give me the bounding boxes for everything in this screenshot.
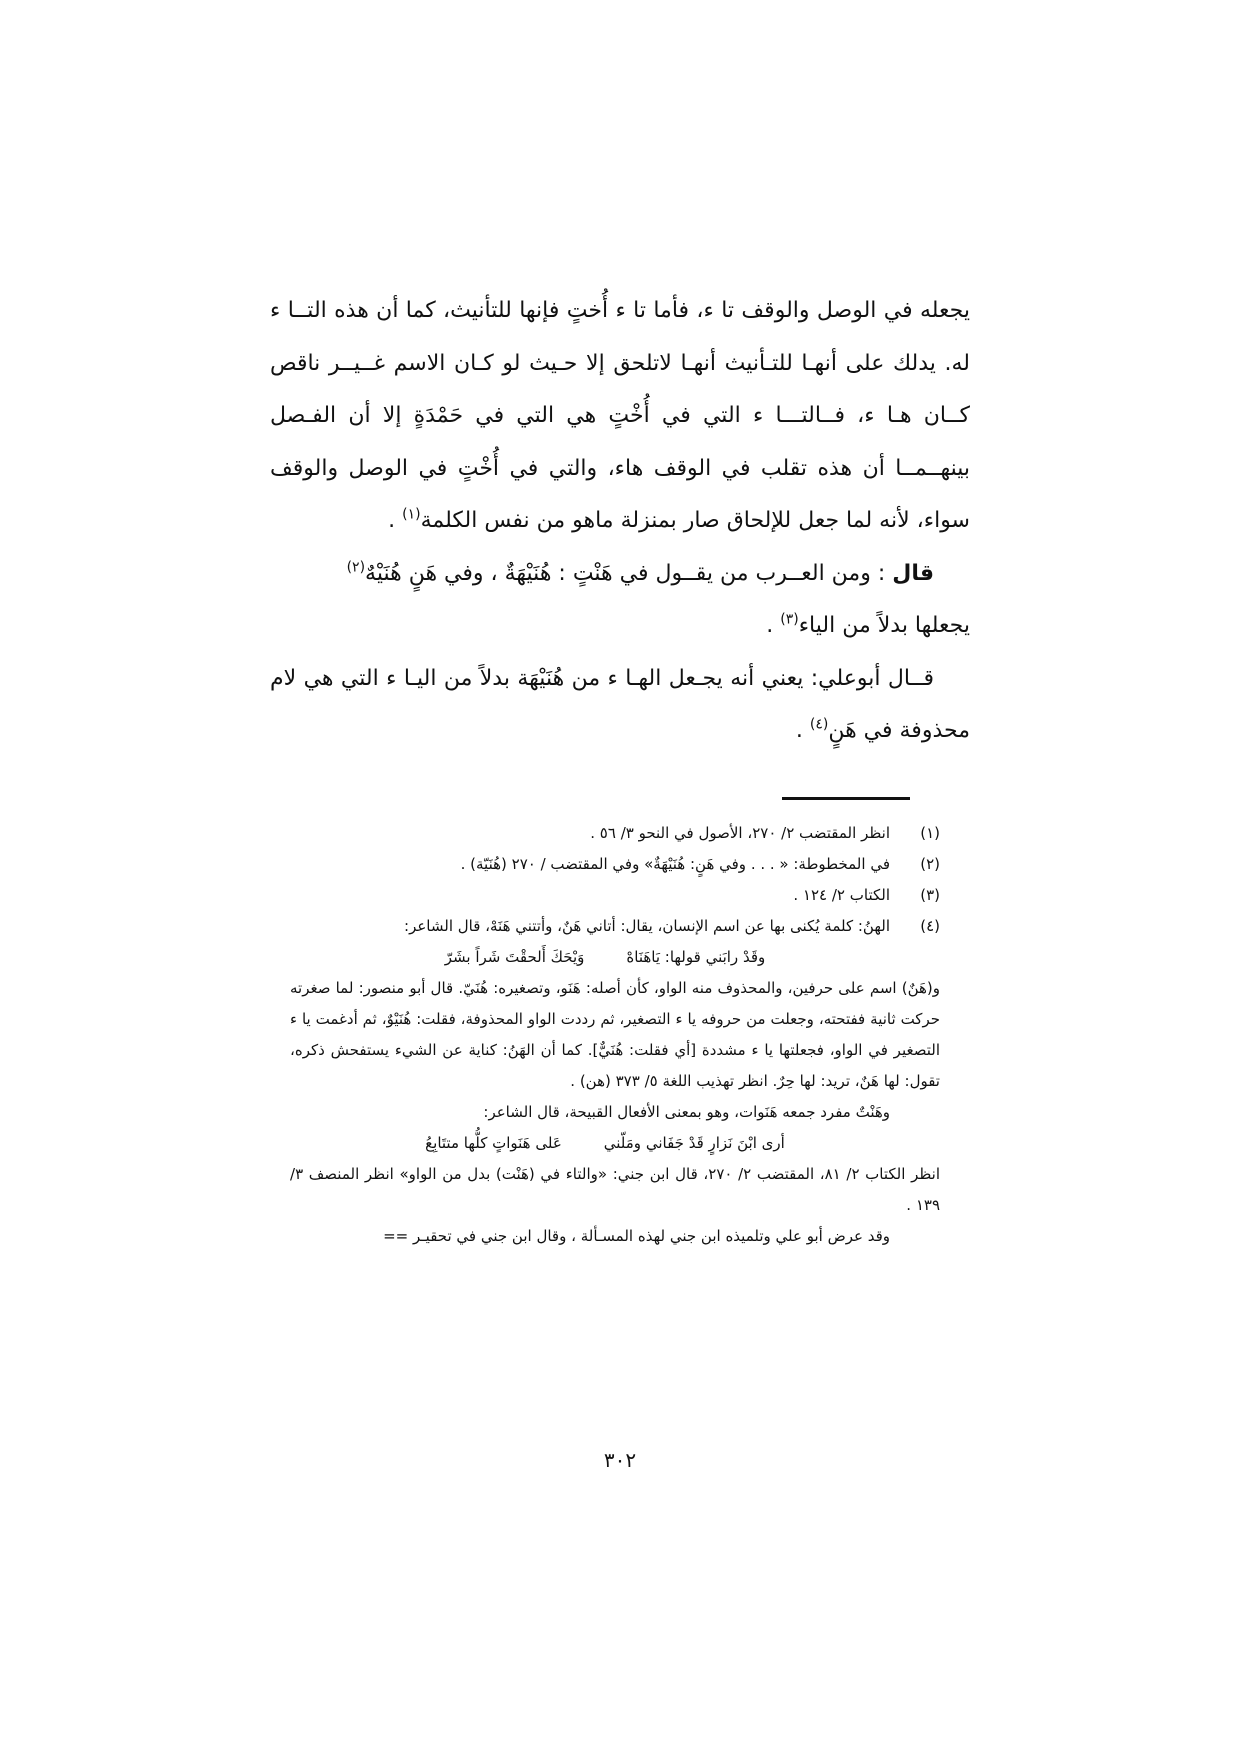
poetry-verse-2 [360,1128,850,1159]
verse-hemistich-1: أرى ابْنَ نَزارٍ قَدْ جَفَاني ومَلّني [603,1134,785,1152]
paragraph-1-end: . [388,508,396,533]
footnote-number: (١) [920,824,940,842]
footnote-text: الهنُ: كلمة يُكنى بها عن اسم الإنسان، يقال: أتاني هَنٌ، وأتتني هَنَهْ، قال الشاعر: [404,917,890,935]
footnote-ref-3[interactable]: (٣) [780,611,799,628]
qal-label: قال [892,560,934,586]
footnote-text: الكتاب ٢/ ١٢٤ . [793,886,890,904]
footnote-number: (٤) [920,917,940,935]
footnote-ref-2[interactable]: (٢) [346,559,366,576]
footnote-4 [290,911,940,942]
footnote-number: (٣) [920,886,940,904]
footnote-separator [782,797,910,800]
paragraph-3-end: . [795,718,803,743]
footnote-3 [290,880,940,911]
poetry-verse-1 [360,942,850,973]
footnote-4-paragraph-2: وهَنْتٌ مفرد جمعه هَنَوات، وهو بمعنى الأفعال القبيحة، قال الشاعر: [483,1103,890,1121]
footnote-number: (٢) [920,855,940,873]
paragraph-3-text: قــال أبوعلي: يعني أنه يجـعل الهـا ء من هُنَيْهَة بدلاً من اليـا ء التي هي لام محذوفة في هَنٍ [270,665,970,743]
footnote-4-paragraph-4: وقد عرض أبو علي وتلميذه ابن جني لهذه المسـألة ، وقال ابن جني في تحقيـر == [383,1227,890,1245]
paragraph-2-end: . [766,613,774,638]
footnote-4-paragraph-1: و(هَنٌ) اسم على حرفين، والمحذوف منه الواو، كأن أصله: هَنَو، وتصغيره: هُنَيّ. قال أبو منصور: لما صغرته حركت ثانية ففتحته، وجعلت من حروفه يا ء التصغير، ثم رددت الواو المحذوفة، فقلت: هُنَيْوٌ، ثم أدغمت يا ء التصغير في الواو، فجعلتها يا ء مشددة [أي فقلت: هُنَيٌّ]. كما أن الهَنُ: كناية عن الشيء يستفحش ذكره، تقول: لها هَنٌ، تريد: لها حِرٌ. انظر تهذيب اللغة ٥/ ٣٧٣ (هن) . [290,979,940,1090]
verse-hemistich-1: وقَدْ رابَني قولها: يَاهَنَاهْ [626,948,766,966]
footnote-4-paragraph-3: انظر الكتاب ٢/ ٨١، المقتضب ٢/ ٢٧٠، قال ابن جني: «والتاء في (هَنْت) بدل من الواو» انظر المنصف ٣/ ١٣٩ . [290,1165,940,1214]
footnote-2 [290,849,940,880]
footnote-ref-4[interactable]: (٤) [809,716,829,733]
paragraph-1-text: يجعله في الوصل والوقف تا ء، فأما تا ء أُختٍ فإنها للتأنيث، كما أن هذه التــا ء له. يدلك على أنهـا للتـأنيث أنهـا لاتلحق إلا حـيث لو كـان الاسم غــيــر ناقص كــان هـا ء، فــالتـــا ء التي في أُخْتٍ هي التي في حَمْدَةٍ إلا أن الفـصل بينهــمــا أن هذه تقلب في الوقف هاء، والتي في أُخْتٍ في الوصل والوقف سواء، لأنه لما جعل للإلحاق صار بمنزلة ماهو من نفس الكلمة [270,298,970,533]
footnote-text: انظر المقتضب ٢/ ٢٧٠، الأصول في النحو ٣/ ٥٦ . [590,824,890,842]
paragraph-2-continued [270,600,970,653]
paragraph-2-text: : ومن العــرب من يقــول في هَنْتٍ : هُنَيْهَةٌ ، وفي هَنٍ هُنَيْهٌ [365,560,886,586]
verse-hemistich-2: عَلى هَنَواتٍ كلُّها متتَابِعُ [425,1134,562,1152]
page-number: ٣٠٢ [603,1448,637,1472]
paragraph-1 [270,285,970,548]
footnote-text: في المخطوطة: « . . . وفي هَنٍ: هُنَيْهَةٌ» وفي المقتضب / ٢٧٠ (هُنَيّة) . [460,855,890,873]
paragraph-2 [270,548,970,601]
footnote-ref-1[interactable]: (١) [402,506,421,523]
paragraph-2-cont-text: يجعلها بدلاً من الياء [798,613,970,638]
paragraph-3 [270,653,970,758]
verse-hemistich-2: وَيْحَكَ أَلحقْتَ شَراً بشَرّ [444,948,585,966]
footnote-1 [290,818,940,849]
footnotes [290,818,940,1252]
main-text [270,285,970,758]
